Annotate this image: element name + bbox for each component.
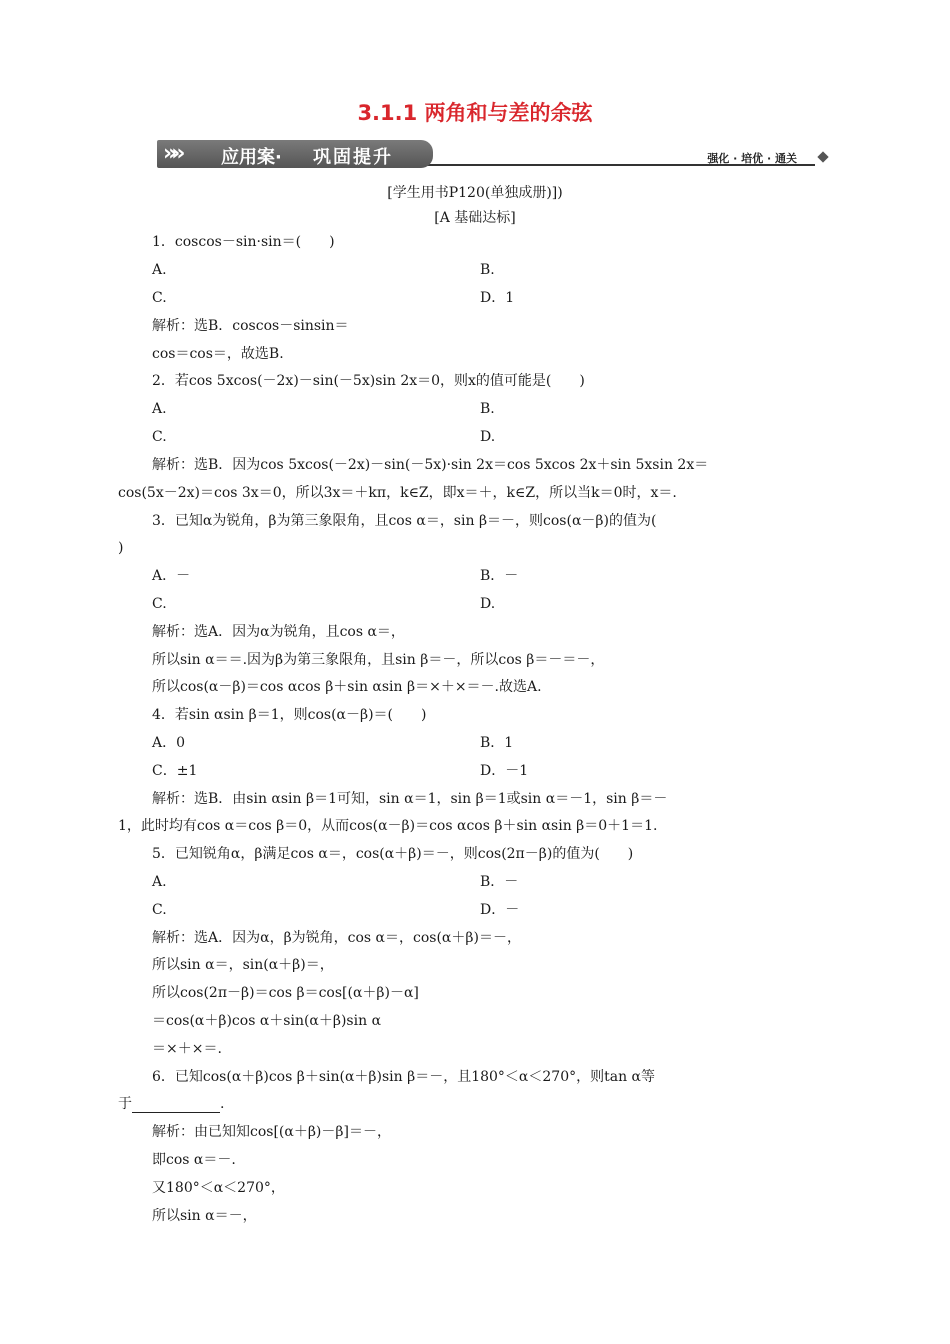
option-b: B．1: [480, 735, 514, 751]
answer-blank: [132, 1098, 220, 1113]
question-1: 1．coscos－sin·sin＝( ): [152, 234, 335, 250]
page-title: 3.1.1 两角和与差的余弦: [357, 101, 593, 125]
answer-5-line4: ＝cos(α＋β)cos α＋sin(α＋β)sin α: [152, 1013, 382, 1029]
section-heading: [A 基础达标]: [434, 210, 516, 226]
question-3: 3．已知α为锐角，β为第三象限角，且cos α＝，sin β＝－，则cos(α－β)的值为(: [152, 513, 657, 529]
answer-5-line2: 所以sin α＝，sin(α＋β)＝，: [152, 957, 334, 973]
option-d: D．1: [480, 290, 515, 306]
option-a: A．－: [152, 568, 191, 584]
option-d: D．－1: [480, 763, 529, 779]
answer-5-line3: 所以cos(2π－β)＝cos β＝cos[(α＋β)－α]: [152, 985, 419, 1001]
answer-2: 解析：选B．因为cos 5xcos(－2x)－sin(－5x)·sin 2x＝cos 5xcos 2x＋sin 5xsin 2x＝: [152, 457, 709, 473]
option-d: D．－: [480, 902, 520, 918]
option-b: B.: [480, 262, 495, 278]
question-6-end: .: [220, 1096, 225, 1112]
question-6: 6．已知cos(α＋β)cos β＋sin(α＋β)sin β＝－，且180°＜α＜270°，则tan α等: [152, 1069, 655, 1085]
answer-4: 解析：选B．由sin αsin β＝1可知，sin α＝1，sin β＝1或sin α＝－1，sin β＝－: [152, 791, 668, 807]
banner-label-a: 应用案·: [221, 147, 282, 168]
option-a: A.: [152, 401, 167, 417]
answer-3-line2: 所以sin α＝＝.因为β为第三象限角，且sin β＝－，所以cos β＝－＝－，: [152, 652, 605, 668]
option-d: D.: [480, 596, 496, 612]
answer-6-line2: 即cos α＝－.: [152, 1152, 236, 1168]
banner-label-box: [157, 140, 433, 168]
option-a: A．0: [152, 735, 186, 751]
question-4: 4．若sin αsin β＝1，则cos(α－β)＝( ): [152, 707, 427, 723]
chevron-icon: »»: [163, 141, 180, 166]
answer-3-line3: 所以cos(α－β)＝cos αcos β＋sin αsin β＝×＋×＝－.故选A.: [152, 679, 542, 695]
answer-1-line2: cos＝cos＝，故选B.: [152, 346, 284, 362]
option-d: D.: [480, 429, 496, 445]
option-b: B．－: [480, 874, 519, 890]
banner-tagline: 强化 · 培优 · 通关: [707, 152, 797, 165]
option-c: C．±1: [152, 763, 198, 779]
option-c: C.: [152, 596, 167, 612]
question-2: 2．若cos 5xcos(－2x)－sin(－5x)sin 2x＝0，则x的值可能是( ): [152, 373, 585, 389]
answer-5: 解析：选A．因为α，β为锐角，cos α＝，cos(α＋β)＝－，: [152, 930, 521, 946]
question-6-cont: [118, 1095, 224, 1113]
option-c: C.: [152, 902, 167, 918]
answer-6-line4: 所以sin α＝－，: [152, 1208, 257, 1224]
option-a: A.: [152, 874, 167, 890]
answer-3: 解析：选A．因为α为锐角，且cos α＝，: [152, 624, 405, 640]
question-3-cont: ): [118, 540, 124, 556]
answer-1: 解析：选B．coscos－sinsin＝: [152, 318, 349, 334]
question-5: 5．已知锐角α，β满足cos α＝，cos(α＋β)＝－，则cos(2π－β)的值为( ): [152, 846, 634, 862]
banner-label-b: 巩固提升: [313, 147, 393, 168]
answer-6-line3: 又180°＜α＜270°，: [152, 1180, 285, 1196]
book-reference: [学生用书P120(单独成册)]): [387, 185, 563, 201]
option-c: C.: [152, 429, 167, 445]
answer-5-line5: ＝×＋×＝.: [152, 1041, 222, 1057]
question-6-cont-text: 于: [118, 1096, 132, 1112]
diamond-icon: [817, 151, 828, 162]
section-banner: [157, 140, 827, 168]
answer-4-line2: 1，此时均有cos α＝cos β＝0，从而cos(α－β)＝cos αcos β＋sin αsin β＝0＋1＝1.: [118, 818, 658, 834]
option-b: B.: [480, 401, 495, 417]
option-c: C.: [152, 290, 167, 306]
answer-6: 解析：由已知知cos[(α＋β)－β]＝－，: [152, 1124, 391, 1140]
answer-2-line2: cos(5x－2x)＝cos 3x＝0，所以3x＝＋kπ，k∈Z，即x＝＋，k∈Z，所以当k＝0时，x＝.: [118, 485, 677, 501]
option-b: B．－: [480, 568, 519, 584]
option-a: A.: [152, 262, 167, 278]
